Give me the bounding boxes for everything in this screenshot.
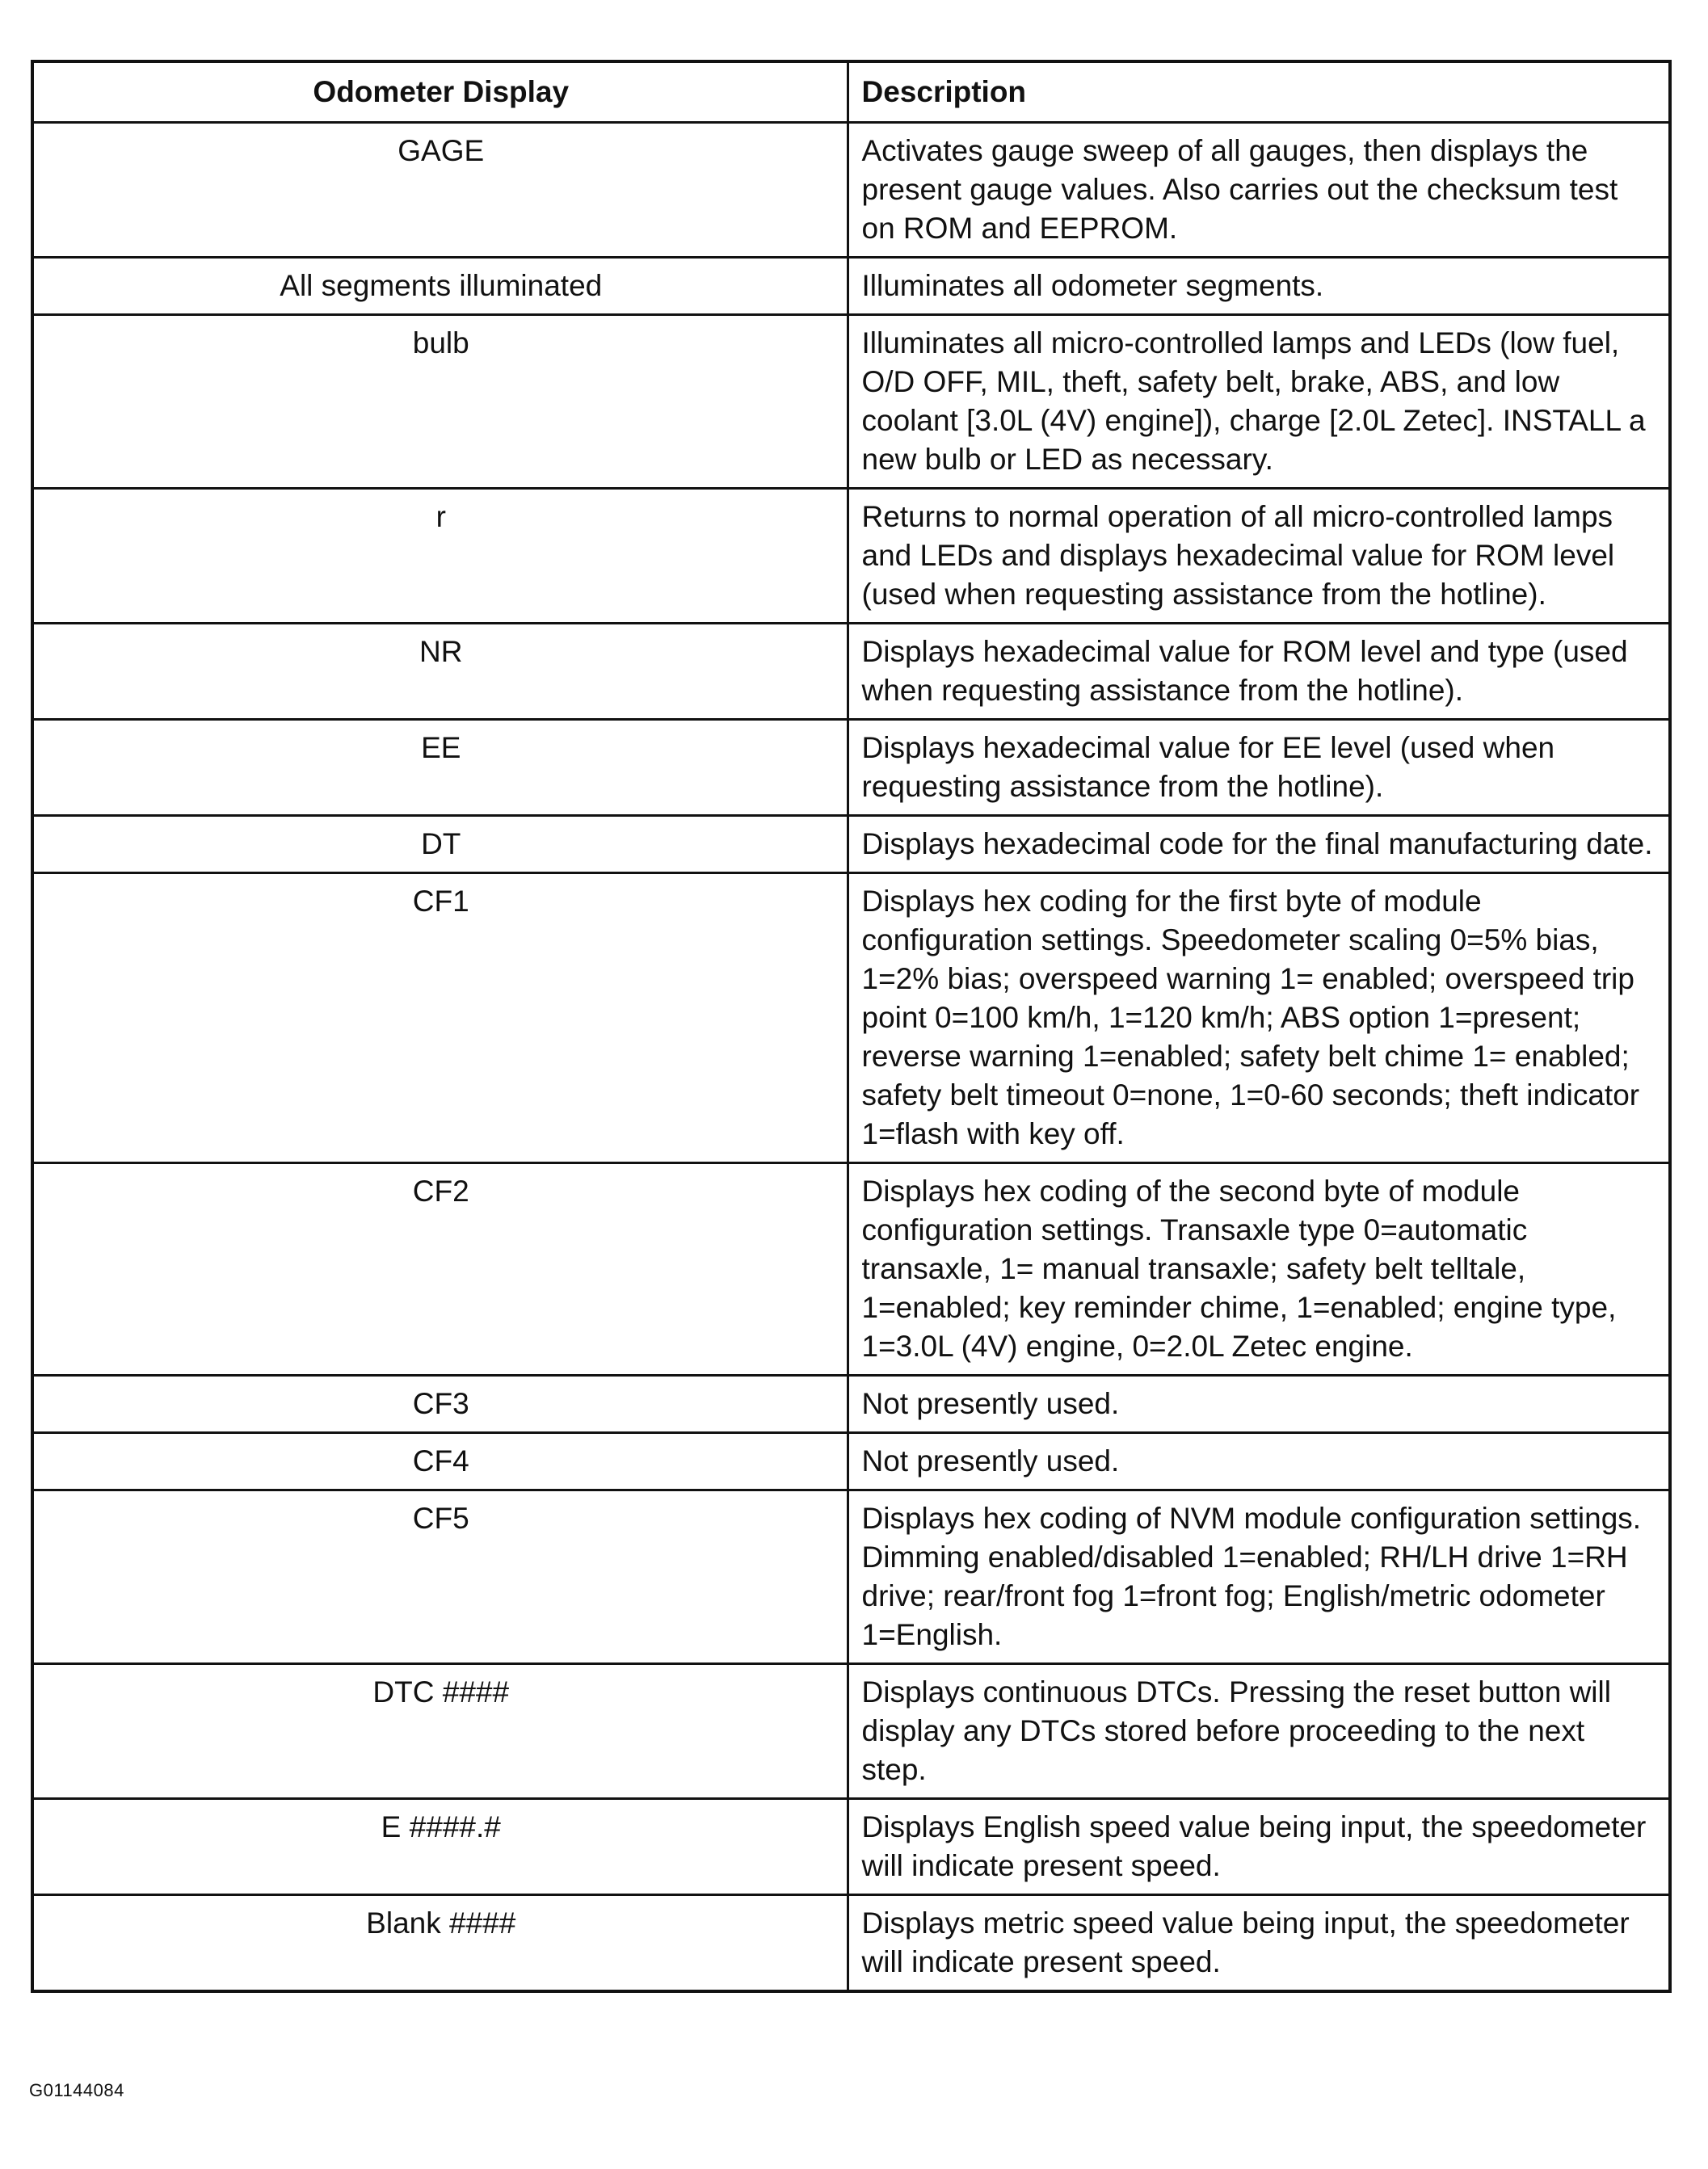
description-cell: Displays continuous DTCs. Pressing the reset button will display any DTCs stored before proceeding to the next step.: [848, 1664, 1668, 1799]
odometer-display-cell: GAGE: [34, 123, 848, 258]
description-cell: Activates gauge sweep of all gauges, then displays the present gauge values. Also carries out the checksum test on ROM and EEPROM.: [848, 123, 1668, 258]
description-cell: Displays hexadecimal value for ROM level and type (used when requesting assistance from the hotline).: [848, 624, 1668, 720]
description-cell: Displays hex coding of NVM module configuration settings. Dimming enabled/disabled 1=enabled; RH/LH drive 1=RH drive; rear/front fog 1=front fog; English/metric odometer 1=English.: [848, 1490, 1668, 1664]
odometer-display-cell: All segments illuminated: [34, 258, 848, 315]
description-cell: Displays English speed value being input, the speedometer will indicate present speed.: [848, 1799, 1668, 1895]
table-row: [34, 1895, 1668, 1990]
table-row: [34, 315, 1668, 489]
description-cell: Not presently used.: [848, 1376, 1668, 1433]
table-row: [34, 258, 1668, 315]
table-row: [34, 816, 1668, 873]
description-cell: Displays hexadecimal code for the final manufacturing date.: [848, 816, 1668, 873]
odometer-display-table-frame: [31, 60, 1672, 1993]
odometer-display-table: [34, 63, 1668, 1990]
odometer-display-cell: DTC ####: [34, 1664, 848, 1799]
table-row: [34, 1664, 1668, 1799]
odometer-display-cell: r: [34, 489, 848, 624]
odometer-display-cell: CF4: [34, 1433, 848, 1490]
description-cell: Displays metric speed value being input, the speedometer will indicate present speed.: [848, 1895, 1668, 1990]
odometer-display-cell: Blank ####: [34, 1895, 848, 1990]
table-row: [34, 624, 1668, 720]
odometer-display-cell: CF3: [34, 1376, 848, 1433]
column-header-odometer-display: Odometer Display: [34, 63, 848, 123]
table-row: [34, 873, 1668, 1163]
description-cell: Displays hex coding of the second byte of module configuration settings. Transaxle type 0=automatic transaxle, 1= manual transaxle; safety belt telltale, 1=enabled; key reminder chime, 1=enabled; engine type, 1=3.0L (4V) engine, 0=2.0L Zetec engine.: [848, 1163, 1668, 1376]
odometer-display-cell: E ####.#: [34, 1799, 848, 1895]
odometer-display-cell: bulb: [34, 315, 848, 489]
description-cell: Illuminates all micro-controlled lamps and LEDs (low fuel, O/D OFF, MIL, theft, safety belt, brake, ABS, and low coolant [3.0L (4V) engine]), charge [2.0L Zetec]. INSTALL a new bulb or LED as necessary.: [848, 315, 1668, 489]
table-header-row: [34, 63, 1668, 123]
odometer-display-cell: NR: [34, 624, 848, 720]
description-cell: Displays hex coding for the first byte of module configuration settings. Speedometer scaling 0=5% bias, 1=2% bias; overspeed warning 1= enabled; overspeed trip point 0=100 km/h, 1=120 km/h; ABS option 1=present; reverse warning 1=enabled; safety belt chime 1= enabled; safety belt timeout 0=none, 1=0-60 seconds; theft indicator 1=flash with key off.: [848, 873, 1668, 1163]
table-row: [34, 1376, 1668, 1433]
table-row: [34, 1433, 1668, 1490]
table-row: [34, 1163, 1668, 1376]
figure-id: G01144084: [29, 2080, 124, 2100]
table-row: [34, 489, 1668, 624]
table-row: [34, 1490, 1668, 1664]
table-row: [34, 123, 1668, 258]
column-header-description: Description: [848, 63, 1668, 123]
odometer-display-cell: CF5: [34, 1490, 848, 1664]
table-row: [34, 1799, 1668, 1895]
odometer-display-cell: CF2: [34, 1163, 848, 1376]
odometer-display-cell: CF1: [34, 873, 848, 1163]
description-cell: Illuminates all odometer segments.: [848, 258, 1668, 315]
description-cell: Not presently used.: [848, 1433, 1668, 1490]
description-cell: Displays hexadecimal value for EE level (used when requesting assistance from the hotline).: [848, 720, 1668, 816]
odometer-display-cell: EE: [34, 720, 848, 816]
table-row: [34, 720, 1668, 816]
odometer-display-cell: DT: [34, 816, 848, 873]
description-cell: Returns to normal operation of all micro-controlled lamps and LEDs and displays hexadecimal value for ROM level (used when requesting assistance from the hotline).: [848, 489, 1668, 624]
